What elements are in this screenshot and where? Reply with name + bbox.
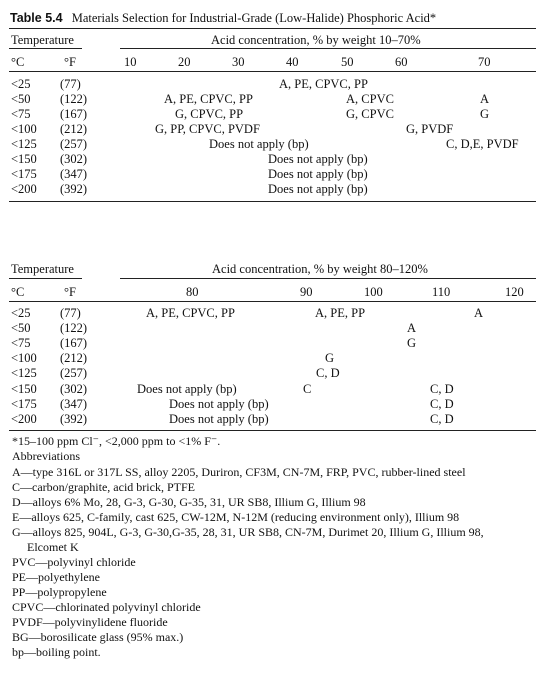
table-cell: A	[474, 306, 484, 320]
table-cell: G, CPVC	[346, 107, 394, 121]
row-celsius: <100	[11, 351, 37, 365]
row-fahrenheit: (77)	[60, 77, 81, 91]
table-caption: Materials Selection for Industrial-Grade (Low-Halide) Phosphoric Acid*	[71, 11, 437, 25]
abbreviation-item: PVDF—polyvinylidene fluoride	[12, 615, 168, 629]
concentration-header: Acid concentration, % by weight 10–70%	[211, 33, 421, 47]
row-celsius: <125	[11, 137, 37, 151]
column-header: 110	[432, 285, 451, 299]
footnote: *15–100 ppm Cl⁻, <2,000 ppm to <1% F⁻.	[12, 434, 221, 448]
header-rule	[9, 71, 536, 72]
column-header: 10	[124, 55, 137, 69]
row-fahrenheit: (392)	[60, 182, 88, 196]
table-cell: G, CPVC, PP	[175, 107, 244, 121]
header-rule	[9, 301, 536, 302]
table-cell: Does not apply (bp)	[169, 412, 269, 426]
row-celsius: <125	[11, 366, 37, 380]
row-fahrenheit: (167)	[60, 336, 88, 350]
table-cell: C, D	[430, 382, 454, 396]
column-header: 30	[232, 55, 245, 69]
row-fahrenheit: (212)	[60, 351, 88, 365]
row-celsius: <175	[11, 167, 37, 181]
unit-celsius: °C	[11, 285, 25, 299]
row-fahrenheit: (212)	[60, 122, 88, 136]
row-fahrenheit: (392)	[60, 412, 88, 426]
row-fahrenheit: (347)	[60, 397, 88, 411]
row-celsius: <25	[11, 306, 31, 320]
temperature-rule	[9, 48, 82, 49]
table-cell: C, D,E, PVDF	[446, 137, 519, 151]
table-cell: A, PE, PP	[315, 306, 366, 320]
row-celsius: <75	[11, 336, 31, 350]
unit-celsius: °C	[11, 55, 25, 69]
abbreviation-item: A—type 316L or 317L SS, alloy 2205, Duriron, CF3M, CN-7M, FRP, PVC, rubber-lined steel	[12, 465, 466, 479]
column-header: 70	[478, 55, 491, 69]
row-celsius: <150	[11, 382, 37, 396]
table-cell: Does not apply (bp)	[137, 382, 237, 396]
row-fahrenheit: (347)	[60, 167, 88, 181]
column-header: 100	[364, 285, 383, 299]
row-fahrenheit: (257)	[60, 137, 88, 151]
table-cell: Does not apply (bp)	[268, 167, 368, 181]
abbreviation-item: G—alloys 825, 904L, G-3, G-30,G-35, 28, 31, UR SB8, CN-7M, Durimet 20, Illium G, Illium 98,	[12, 525, 484, 539]
table-cell: A, PE, CPVC, PP	[164, 92, 253, 106]
concentration-rule	[120, 278, 536, 279]
table-cell: C, D	[430, 397, 454, 411]
unit-fahrenheit: °F	[64, 55, 76, 69]
table-cell: G	[407, 336, 417, 350]
table-2-bottom-rule	[9, 430, 536, 431]
table-cell: A	[480, 92, 490, 106]
row-fahrenheit: (77)	[60, 306, 81, 320]
table-cell: A, CPVC	[346, 92, 394, 106]
table-cell: G	[325, 351, 335, 365]
row-fahrenheit: (167)	[60, 107, 88, 121]
abbreviation-item: PE—polyethylene	[12, 570, 100, 584]
temperature-header: Temperature	[11, 33, 74, 47]
column-header: 40	[286, 55, 299, 69]
row-fahrenheit: (257)	[60, 366, 88, 380]
column-header: 50	[341, 55, 354, 69]
table-cell: Does not apply (bp)	[268, 152, 368, 166]
abbreviation-item: PP—polypropylene	[12, 585, 107, 599]
row-celsius: <75	[11, 107, 31, 121]
row-fahrenheit: (302)	[60, 152, 88, 166]
row-celsius: <50	[11, 321, 31, 335]
row-fahrenheit: (302)	[60, 382, 88, 396]
column-header: 120	[505, 285, 524, 299]
top-rule	[9, 28, 536, 29]
table-cell: Does not apply (bp)	[268, 182, 368, 196]
row-celsius: <200	[11, 182, 37, 196]
row-celsius: <50	[11, 92, 31, 106]
abbreviations-title: Abbreviations	[12, 449, 80, 463]
concentration-header: Acid concentration, % by weight 80–120%	[212, 262, 428, 276]
abbreviation-item: E—alloys 625, C-family, cast 625, CW-12M, N-12M (reducing environment only), Illium 98	[12, 510, 460, 524]
table-cell: C, D	[430, 412, 454, 426]
abbreviation-item: D—alloys 6% Mo, 28, G-3, G-30, G-35, 31, UR SB8, Illium G, Illium 98	[12, 495, 366, 509]
row-celsius: <25	[11, 77, 31, 91]
table-1-bottom-rule	[9, 201, 536, 202]
row-celsius: <200	[11, 412, 37, 426]
table-cell: G, PVDF	[406, 122, 454, 136]
column-header: 60	[395, 55, 408, 69]
table-cell: Does not apply (bp)	[169, 397, 269, 411]
table-cell: G	[480, 107, 490, 121]
table-cell: C, D	[316, 366, 340, 380]
column-header: 90	[300, 285, 313, 299]
table-cell: A, PE, CPVC, PP	[279, 77, 368, 91]
unit-fahrenheit: °F	[64, 285, 76, 299]
table-cell: Does not apply (bp)	[209, 137, 309, 151]
abbreviation-item: Elcomet K	[27, 540, 79, 554]
table-cell: A, PE, CPVC, PP	[146, 306, 235, 320]
column-header: 80	[186, 285, 199, 299]
row-celsius: <150	[11, 152, 37, 166]
table-cell: C	[303, 382, 312, 396]
abbreviation-item: BG—borosilicate glass (95% max.)	[12, 630, 184, 644]
abbreviation-item: C—carbon/graphite, acid brick, PTFE	[12, 480, 195, 494]
row-fahrenheit: (122)	[60, 92, 88, 106]
table-number: Table 5.4	[10, 11, 63, 25]
abbreviation-item: CPVC—chlorinated polyvinyl chloride	[12, 600, 201, 614]
row-celsius: <175	[11, 397, 37, 411]
concentration-rule	[120, 48, 536, 49]
row-celsius: <100	[11, 122, 37, 136]
temperature-header: Temperature	[11, 262, 74, 276]
table-title	[10, 11, 436, 25]
temperature-rule	[9, 278, 82, 279]
abbreviation-item: bp—boiling point.	[12, 645, 101, 659]
column-header: 20	[178, 55, 191, 69]
abbreviation-item: PVC—polyvinyl chloride	[12, 555, 136, 569]
row-fahrenheit: (122)	[60, 321, 88, 335]
table-cell: G, PP, CPVC, PVDF	[155, 122, 260, 136]
table-cell: A	[407, 321, 417, 335]
